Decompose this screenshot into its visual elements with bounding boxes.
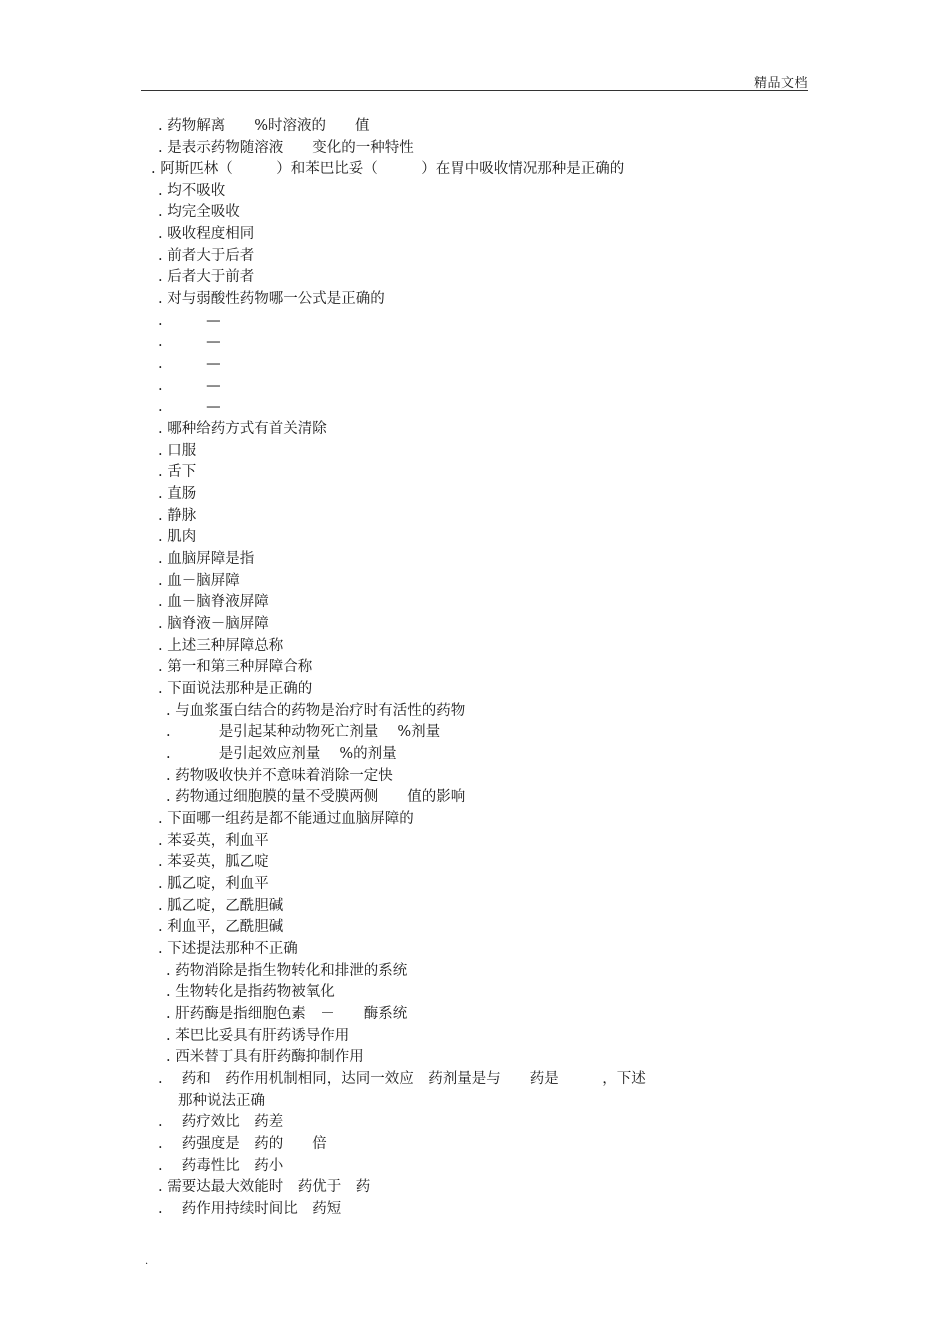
text-line: . 静脉: [158, 507, 197, 524]
text-line: . 吸收程度相同: [158, 226, 255, 242]
text-line: . 药毒性比 药小: [158, 1157, 284, 1174]
text-line: . 药物吸收快并不意味着消除一定快: [166, 767, 393, 784]
text-line: . 胍乙啶，利血平: [158, 876, 269, 892]
text-line: . 生物转化是指药物被氧化: [166, 984, 335, 1000]
text-line: . 阿斯匹林（ ）和苯巴比妥（ ）在胃中吸收情况那种是正确的: [151, 161, 625, 177]
text-line: . 血脑屏障是指: [158, 551, 255, 567]
text-line: . 舌下: [158, 464, 197, 480]
text-line: . 苯妥英，胍乙啶: [158, 854, 269, 870]
page-header: [141, 70, 808, 91]
text-line: . 下面哪一组药是都不能通过血脑屏障的: [158, 811, 414, 827]
text-line: . 肝药酶是指细胞色素 － 酶系统: [166, 1006, 408, 1022]
text-line: . 血－脑脊液屏障: [158, 594, 269, 610]
header-title: 精品文档: [753, 76, 808, 91]
text-line: . 上述三种屏障总称: [158, 637, 284, 654]
text-line: . 对与弱酸性药物哪一公式是正确的: [158, 291, 385, 307]
text-line: . 均完全吸收: [158, 204, 240, 220]
text-line: . 苯巴比妥具有肝药诱导作用: [166, 1027, 350, 1044]
text-line: . 是引起效应剂量 %的剂量: [166, 746, 397, 762]
text-line: . 苯妥英，利血平: [158, 832, 269, 849]
text-line: . 口服: [158, 442, 197, 459]
text-line: . —: [158, 377, 221, 394]
text-line: . 后者大于前者: [158, 269, 255, 285]
text-line: . 均不吸收: [158, 182, 226, 199]
text-line: . 药疗效比 药差: [158, 1114, 284, 1130]
text-line: . —: [158, 356, 221, 372]
text-line: . 药物通过细胞膜的量不受膜两侧 值的影响: [166, 789, 466, 805]
text-line: . 药作用持续时间比 药短: [158, 1201, 342, 1217]
text-line: . 第一和第三种屏障合称: [158, 659, 313, 675]
text-line: . 药强度是 药的 倍: [158, 1136, 327, 1152]
text-line: . 需要达最大效能时 药优于 药: [158, 1179, 371, 1195]
text-line: . —: [158, 334, 221, 350]
text-line: . 药物消除是指生物转化和排泄的系统: [166, 962, 408, 979]
text-line: . 药物解离 %时溶液的 值: [158, 118, 370, 134]
text-line: . 是表示药物随溶液 变化的一种特性: [158, 139, 414, 156]
text-line: . —: [158, 312, 221, 329]
text-line: . 利血平，乙酰胆碱: [158, 919, 284, 935]
text-line: . 哪种给药方式有首关清除: [158, 421, 327, 437]
text-line: . 胍乙啶，乙酰胆碱: [158, 897, 284, 914]
text-line: . 与血浆蛋白结合的药物是治疗时有活性的药物: [166, 702, 466, 719]
footer-mark: .: [145, 1256, 149, 1267]
text-line: . 肌肉: [158, 529, 197, 545]
text-line: . 西米替丁具有肝药酶抑制作用: [166, 1049, 364, 1065]
text-line: . —: [158, 399, 221, 415]
text-line: . 血－脑屏障: [158, 572, 240, 589]
text-line: . 是引起某种动物死亡剂量 %剂量: [166, 724, 441, 740]
text-line: . 下述提法那种不正确: [158, 941, 298, 957]
text-line: . 下面说法那种是正确的: [158, 681, 313, 697]
text-line: . 直肠: [158, 486, 197, 502]
text-line: . 前者大于后者: [158, 247, 255, 264]
text-line: 那种说法正确: [178, 1092, 265, 1109]
text-line: . 脑脊液－脑屏障: [158, 616, 269, 632]
text-line: . 药和 药作用机制相同，达同一效应 药剂量是与 药是 ，下述: [158, 1071, 646, 1087]
